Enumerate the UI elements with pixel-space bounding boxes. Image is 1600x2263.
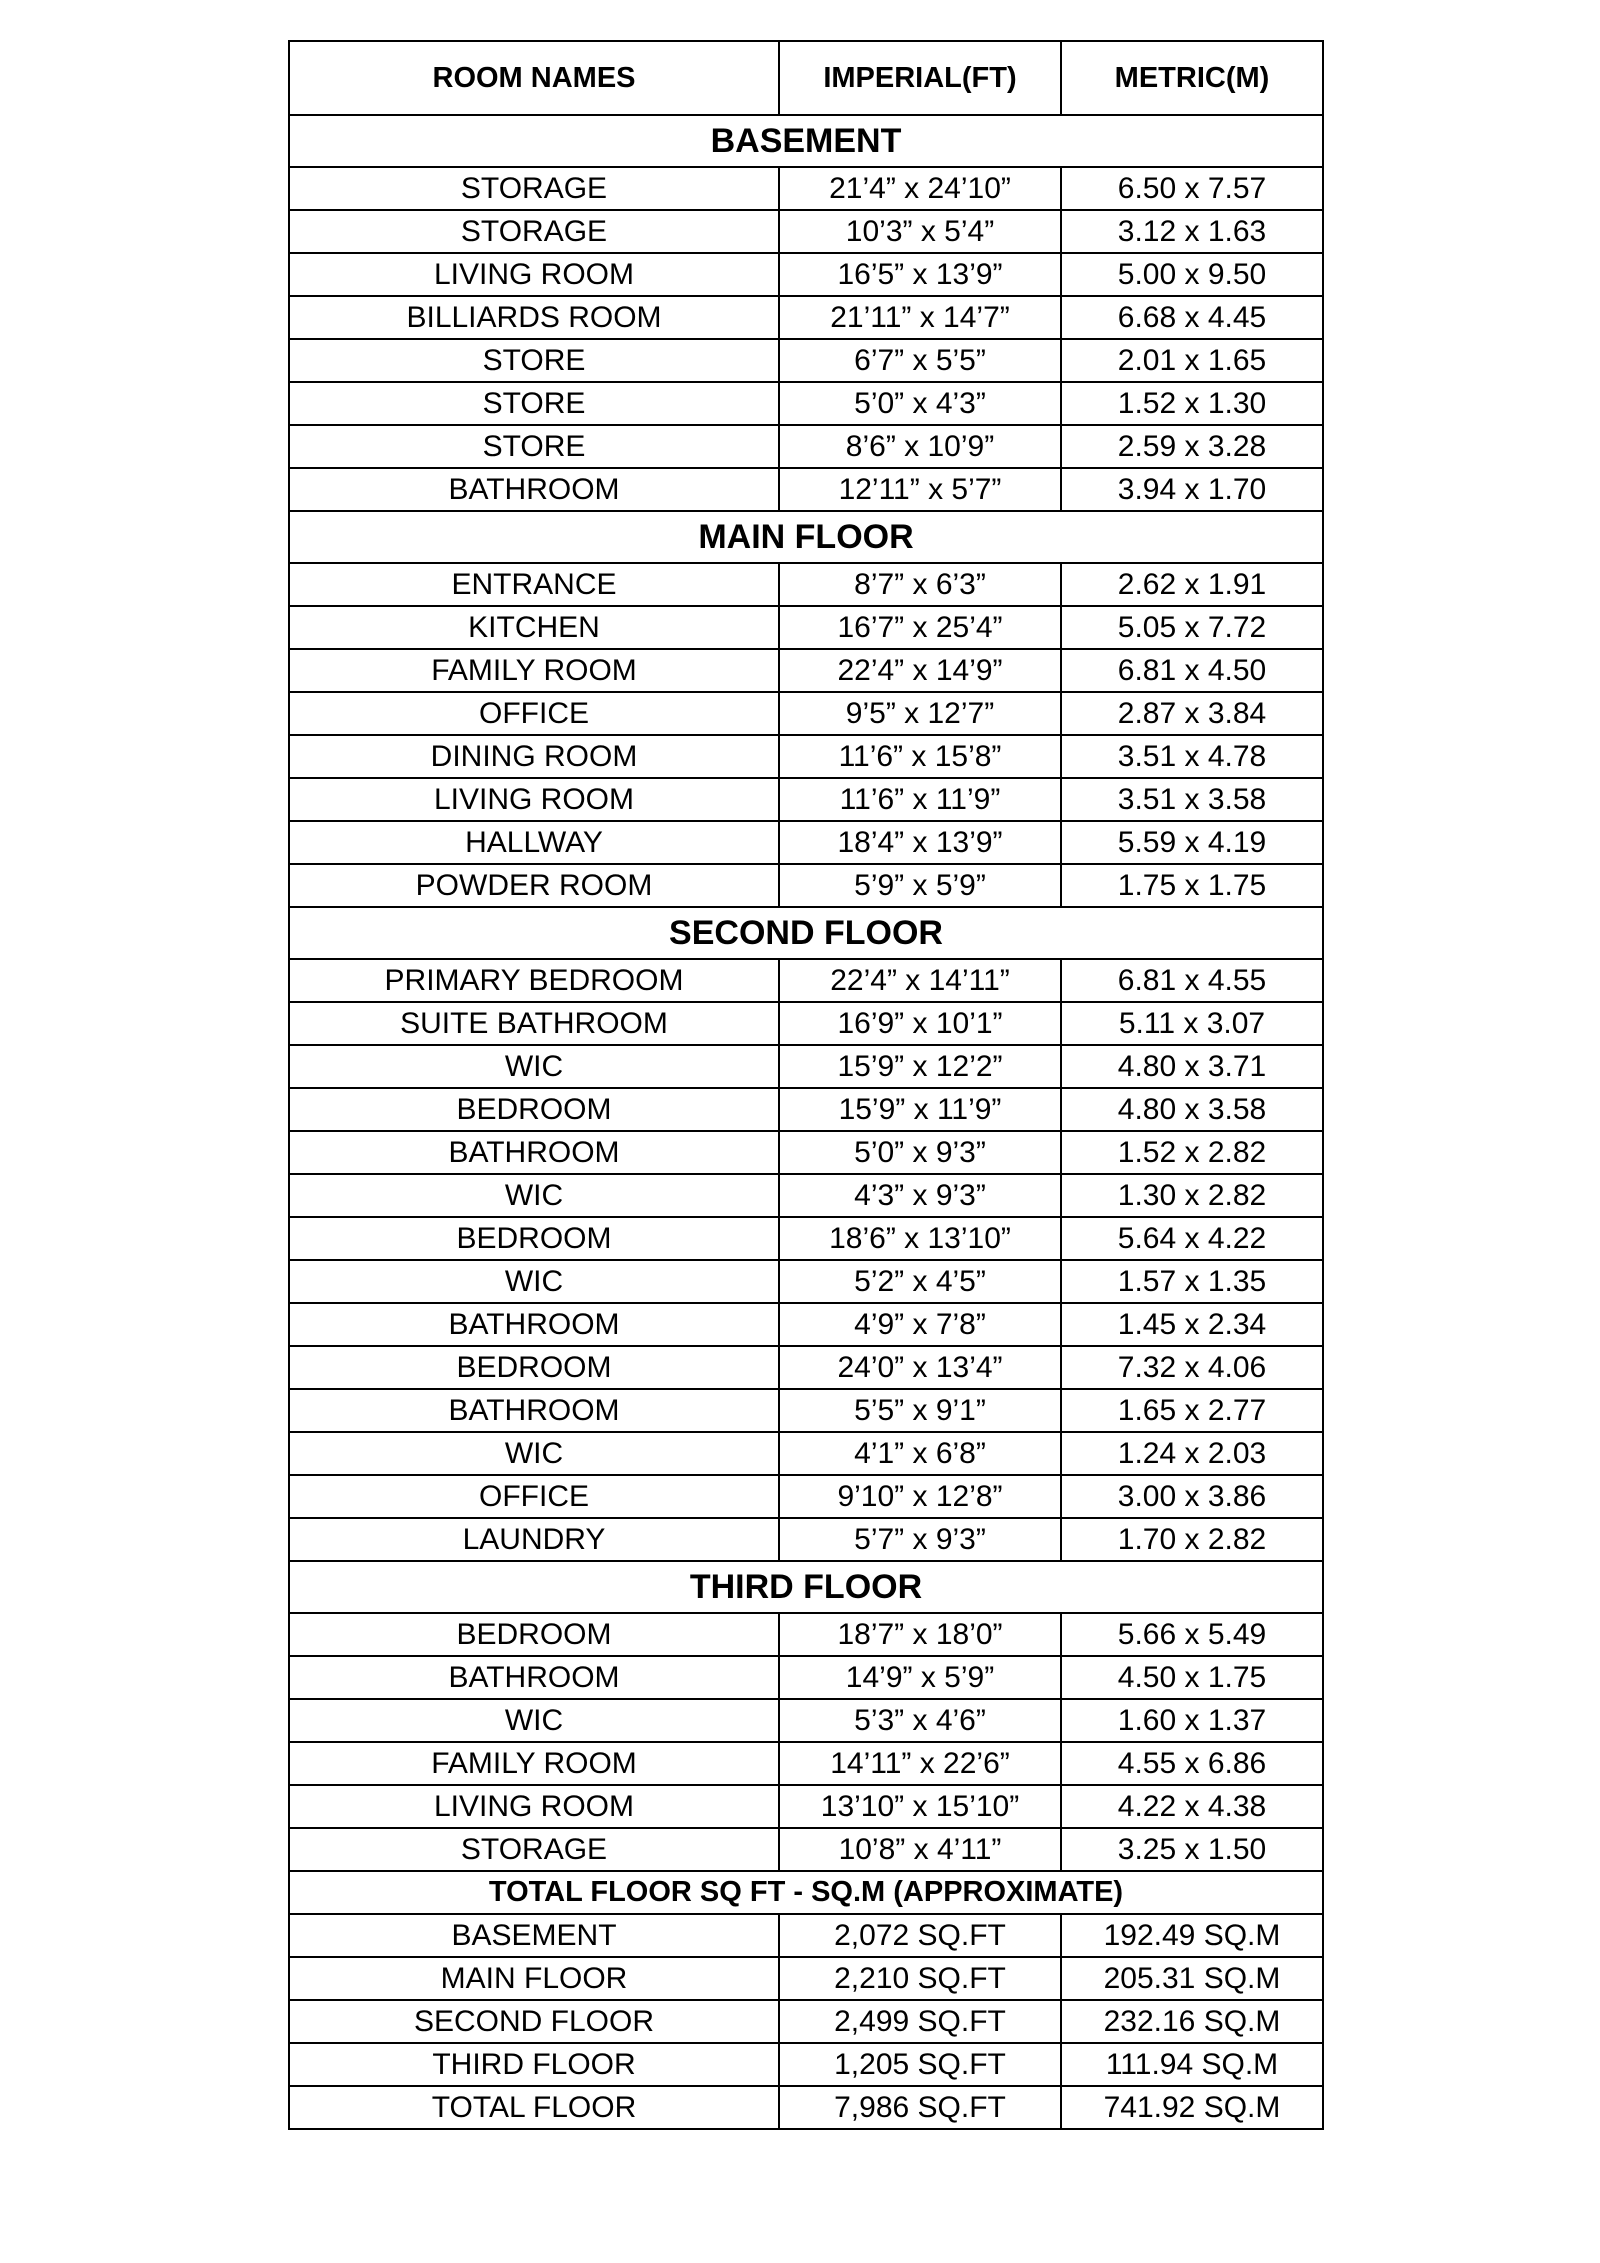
imperial-dimensions: 4’9” x 7’8” bbox=[779, 1303, 1061, 1346]
room-row bbox=[289, 1613, 1323, 1656]
room-row bbox=[289, 425, 1323, 468]
total-area-row bbox=[289, 2043, 1323, 2086]
metric-dimensions: 1.60 x 1.37 bbox=[1061, 1699, 1323, 1742]
metric-dimensions: 6.81 x 4.50 bbox=[1061, 649, 1323, 692]
header-imperial: IMPERIAL(FT) bbox=[779, 41, 1061, 115]
imperial-dimensions: 8’6” x 10’9” bbox=[779, 425, 1061, 468]
metric-dimensions: 2.87 x 3.84 bbox=[1061, 692, 1323, 735]
room-row bbox=[289, 1088, 1323, 1131]
room-name: BEDROOM bbox=[289, 1088, 779, 1131]
imperial-dimensions: 5’9” x 5’9” bbox=[779, 864, 1061, 907]
imperial-dimensions: 11’6” x 15’8” bbox=[779, 735, 1061, 778]
imperial-dimensions: 14’11” x 22’6” bbox=[779, 1742, 1061, 1785]
imperial-dimensions: 18’7” x 18’0” bbox=[779, 1613, 1061, 1656]
imperial-dimensions: 2,210 SQ.FT bbox=[779, 1957, 1061, 2000]
imperial-dimensions: 14’9” x 5’9” bbox=[779, 1656, 1061, 1699]
imperial-dimensions: 13’10” x 15’10” bbox=[779, 1785, 1061, 1828]
imperial-dimensions: 5’0” x 4’3” bbox=[779, 382, 1061, 425]
section-third-floor-heading: THIRD FLOOR bbox=[289, 1561, 1323, 1613]
metric-dimensions: 111.94 SQ.M bbox=[1061, 2043, 1323, 2086]
room-row bbox=[289, 1002, 1323, 1045]
room-name: LAUNDRY bbox=[289, 1518, 779, 1561]
metric-dimensions: 4.80 x 3.58 bbox=[1061, 1088, 1323, 1131]
room-name: OFFICE bbox=[289, 692, 779, 735]
room-row bbox=[289, 821, 1323, 864]
room-dimensions-body bbox=[289, 41, 1323, 2129]
room-name: WIC bbox=[289, 1174, 779, 1217]
imperial-dimensions: 15’9” x 11’9” bbox=[779, 1088, 1061, 1131]
room-name: BATHROOM bbox=[289, 1303, 779, 1346]
imperial-dimensions: 21’4” x 24’10” bbox=[779, 167, 1061, 210]
room-row bbox=[289, 1828, 1323, 1871]
room-name: OFFICE bbox=[289, 1475, 779, 1518]
room-row bbox=[289, 167, 1323, 210]
room-name: BASEMENT bbox=[289, 1914, 779, 1957]
room-row bbox=[289, 864, 1323, 907]
room-row bbox=[289, 1045, 1323, 1088]
room-name: SUITE BATHROOM bbox=[289, 1002, 779, 1045]
room-name: DINING ROOM bbox=[289, 735, 779, 778]
room-row bbox=[289, 606, 1323, 649]
room-row bbox=[289, 382, 1323, 425]
room-dimensions-table bbox=[288, 40, 1324, 2130]
room-name: BATHROOM bbox=[289, 1131, 779, 1174]
metric-dimensions: 5.64 x 4.22 bbox=[1061, 1217, 1323, 1260]
metric-dimensions: 6.68 x 4.45 bbox=[1061, 296, 1323, 339]
imperial-dimensions: 10’3” x 5’4” bbox=[779, 210, 1061, 253]
room-name: LIVING ROOM bbox=[289, 778, 779, 821]
room-name: WIC bbox=[289, 1432, 779, 1475]
imperial-dimensions: 24’0” x 13’4” bbox=[779, 1346, 1061, 1389]
imperial-dimensions: 16’7” x 25’4” bbox=[779, 606, 1061, 649]
imperial-dimensions: 22’4” x 14’11” bbox=[779, 959, 1061, 1002]
imperial-dimensions: 5’0” x 9’3” bbox=[779, 1131, 1061, 1174]
total-area-row bbox=[289, 2000, 1323, 2043]
metric-dimensions: 6.81 x 4.55 bbox=[1061, 959, 1323, 1002]
room-name: STORE bbox=[289, 382, 779, 425]
metric-dimensions: 1.45 x 2.34 bbox=[1061, 1303, 1323, 1346]
section-basement-heading: BASEMENT bbox=[289, 115, 1323, 167]
room-row bbox=[289, 778, 1323, 821]
room-row bbox=[289, 1475, 1323, 1518]
room-name: WIC bbox=[289, 1045, 779, 1088]
imperial-dimensions: 12’11” x 5’7” bbox=[779, 468, 1061, 511]
total-area-row bbox=[289, 1914, 1323, 1957]
room-row bbox=[289, 1389, 1323, 1432]
imperial-dimensions: 1,205 SQ.FT bbox=[779, 2043, 1061, 2086]
imperial-dimensions: 8’7” x 6’3” bbox=[779, 563, 1061, 606]
room-name: BILLIARDS ROOM bbox=[289, 296, 779, 339]
room-name: PRIMARY BEDROOM bbox=[289, 959, 779, 1002]
imperial-dimensions: 5’7” x 9’3” bbox=[779, 1518, 1061, 1561]
imperial-dimensions: 2,499 SQ.FT bbox=[779, 2000, 1061, 2043]
room-name: LIVING ROOM bbox=[289, 1785, 779, 1828]
metric-dimensions: 3.00 x 3.86 bbox=[1061, 1475, 1323, 1518]
room-name: BATHROOM bbox=[289, 468, 779, 511]
metric-dimensions: 3.94 x 1.70 bbox=[1061, 468, 1323, 511]
total-area-row bbox=[289, 2086, 1323, 2129]
room-row bbox=[289, 468, 1323, 511]
room-name: STORAGE bbox=[289, 1828, 779, 1871]
imperial-dimensions: 10’8” x 4’11” bbox=[779, 1828, 1061, 1871]
room-name: BATHROOM bbox=[289, 1656, 779, 1699]
section-main-floor-heading: MAIN FLOOR bbox=[289, 511, 1323, 563]
header-room-names: ROOM NAMES bbox=[289, 41, 779, 115]
metric-dimensions: 1.65 x 2.77 bbox=[1061, 1389, 1323, 1432]
metric-dimensions: 5.05 x 7.72 bbox=[1061, 606, 1323, 649]
room-row bbox=[289, 1346, 1323, 1389]
metric-dimensions: 5.00 x 9.50 bbox=[1061, 253, 1323, 296]
room-name: POWDER ROOM bbox=[289, 864, 779, 907]
imperial-dimensions: 18’6” x 13’10” bbox=[779, 1217, 1061, 1260]
metric-dimensions: 5.66 x 5.49 bbox=[1061, 1613, 1323, 1656]
room-name: BEDROOM bbox=[289, 1613, 779, 1656]
metric-dimensions: 205.31 SQ.M bbox=[1061, 1957, 1323, 2000]
imperial-dimensions: 5’2” x 4’5” bbox=[779, 1260, 1061, 1303]
room-name: STORAGE bbox=[289, 210, 779, 253]
metric-dimensions: 6.50 x 7.57 bbox=[1061, 167, 1323, 210]
metric-dimensions: 3.51 x 3.58 bbox=[1061, 778, 1323, 821]
room-name: TOTAL FLOOR bbox=[289, 2086, 779, 2129]
room-row bbox=[289, 649, 1323, 692]
room-row bbox=[289, 339, 1323, 382]
room-name: STORE bbox=[289, 339, 779, 382]
room-row bbox=[289, 253, 1323, 296]
metric-dimensions: 4.80 x 3.71 bbox=[1061, 1045, 1323, 1088]
metric-dimensions: 2.01 x 1.65 bbox=[1061, 339, 1323, 382]
room-row bbox=[289, 1303, 1323, 1346]
room-row bbox=[289, 1699, 1323, 1742]
metric-dimensions: 3.51 x 4.78 bbox=[1061, 735, 1323, 778]
room-name: ENTRANCE bbox=[289, 563, 779, 606]
room-name: STORE bbox=[289, 425, 779, 468]
imperial-dimensions: 21’11” x 14’7” bbox=[779, 296, 1061, 339]
room-name: BEDROOM bbox=[289, 1346, 779, 1389]
totals-heading-row bbox=[289, 1871, 1323, 1914]
metric-dimensions: 3.25 x 1.50 bbox=[1061, 1828, 1323, 1871]
metric-dimensions: 1.52 x 2.82 bbox=[1061, 1131, 1323, 1174]
metric-dimensions: 4.50 x 1.75 bbox=[1061, 1656, 1323, 1699]
imperial-dimensions: 5’3” x 4’6” bbox=[779, 1699, 1061, 1742]
room-name: FAMILY ROOM bbox=[289, 649, 779, 692]
room-name: FAMILY ROOM bbox=[289, 1742, 779, 1785]
imperial-dimensions: 4’1” x 6’8” bbox=[779, 1432, 1061, 1475]
imperial-dimensions: 7,986 SQ.FT bbox=[779, 2086, 1061, 2129]
room-name: THIRD FLOOR bbox=[289, 2043, 779, 2086]
metric-dimensions: 7.32 x 4.06 bbox=[1061, 1346, 1323, 1389]
room-name: LIVING ROOM bbox=[289, 253, 779, 296]
room-row bbox=[289, 1742, 1323, 1785]
metric-dimensions: 1.24 x 2.03 bbox=[1061, 1432, 1323, 1475]
room-row bbox=[289, 1518, 1323, 1561]
room-row bbox=[289, 692, 1323, 735]
header-metric: METRIC(M) bbox=[1061, 41, 1323, 115]
imperial-dimensions: 11’6” x 11’9” bbox=[779, 778, 1061, 821]
metric-dimensions: 192.49 SQ.M bbox=[1061, 1914, 1323, 1957]
imperial-dimensions: 2,072 SQ.FT bbox=[779, 1914, 1061, 1957]
metric-dimensions: 1.70 x 2.82 bbox=[1061, 1518, 1323, 1561]
room-row bbox=[289, 735, 1323, 778]
imperial-dimensions: 16’9” x 10’1” bbox=[779, 1002, 1061, 1045]
room-row bbox=[289, 1131, 1323, 1174]
room-row bbox=[289, 210, 1323, 253]
metric-dimensions: 1.52 x 1.30 bbox=[1061, 382, 1323, 425]
metric-dimensions: 4.55 x 6.86 bbox=[1061, 1742, 1323, 1785]
totals-heading: TOTAL FLOOR SQ FT - SQ.M (APPROXIMATE) bbox=[289, 1871, 1323, 1914]
room-row bbox=[289, 1260, 1323, 1303]
metric-dimensions: 232.16 SQ.M bbox=[1061, 2000, 1323, 2043]
room-name: WIC bbox=[289, 1699, 779, 1742]
room-name: SECOND FLOOR bbox=[289, 2000, 779, 2043]
metric-dimensions: 741.92 SQ.M bbox=[1061, 2086, 1323, 2129]
room-name: MAIN FLOOR bbox=[289, 1957, 779, 2000]
room-name: STORAGE bbox=[289, 167, 779, 210]
imperial-dimensions: 5’5” x 9’1” bbox=[779, 1389, 1061, 1432]
imperial-dimensions: 16’5” x 13’9” bbox=[779, 253, 1061, 296]
imperial-dimensions: 9’5” x 12’7” bbox=[779, 692, 1061, 735]
section-second-floor-heading: SECOND FLOOR bbox=[289, 907, 1323, 959]
room-row bbox=[289, 563, 1323, 606]
metric-dimensions: 4.22 x 4.38 bbox=[1061, 1785, 1323, 1828]
room-row bbox=[289, 959, 1323, 1002]
metric-dimensions: 2.59 x 3.28 bbox=[1061, 425, 1323, 468]
room-name: WIC bbox=[289, 1260, 779, 1303]
room-name: HALLWAY bbox=[289, 821, 779, 864]
metric-dimensions: 3.12 x 1.63 bbox=[1061, 210, 1323, 253]
section-second-floor-heading-row bbox=[289, 907, 1323, 959]
metric-dimensions: 1.57 x 1.35 bbox=[1061, 1260, 1323, 1303]
room-row bbox=[289, 296, 1323, 339]
imperial-dimensions: 18’4” x 13’9” bbox=[779, 821, 1061, 864]
total-area-row bbox=[289, 1957, 1323, 2000]
imperial-dimensions: 4’3” x 9’3” bbox=[779, 1174, 1061, 1217]
room-row bbox=[289, 1656, 1323, 1699]
section-third-floor-heading-row bbox=[289, 1561, 1323, 1613]
imperial-dimensions: 22’4” x 14’9” bbox=[779, 649, 1061, 692]
imperial-dimensions: 15’9” x 12’2” bbox=[779, 1045, 1061, 1088]
section-basement-heading-row bbox=[289, 115, 1323, 167]
room-name: BEDROOM bbox=[289, 1217, 779, 1260]
room-row bbox=[289, 1432, 1323, 1475]
room-name: KITCHEN bbox=[289, 606, 779, 649]
metric-dimensions: 1.30 x 2.82 bbox=[1061, 1174, 1323, 1217]
room-row bbox=[289, 1217, 1323, 1260]
room-row bbox=[289, 1785, 1323, 1828]
metric-dimensions: 5.11 x 3.07 bbox=[1061, 1002, 1323, 1045]
imperial-dimensions: 9’10” x 12’8” bbox=[779, 1475, 1061, 1518]
imperial-dimensions: 6’7” x 5’5” bbox=[779, 339, 1061, 382]
metric-dimensions: 5.59 x 4.19 bbox=[1061, 821, 1323, 864]
room-name: BATHROOM bbox=[289, 1389, 779, 1432]
metric-dimensions: 1.75 x 1.75 bbox=[1061, 864, 1323, 907]
metric-dimensions: 2.62 x 1.91 bbox=[1061, 563, 1323, 606]
header-row bbox=[289, 41, 1323, 115]
section-main-floor-heading-row bbox=[289, 511, 1323, 563]
room-row bbox=[289, 1174, 1323, 1217]
